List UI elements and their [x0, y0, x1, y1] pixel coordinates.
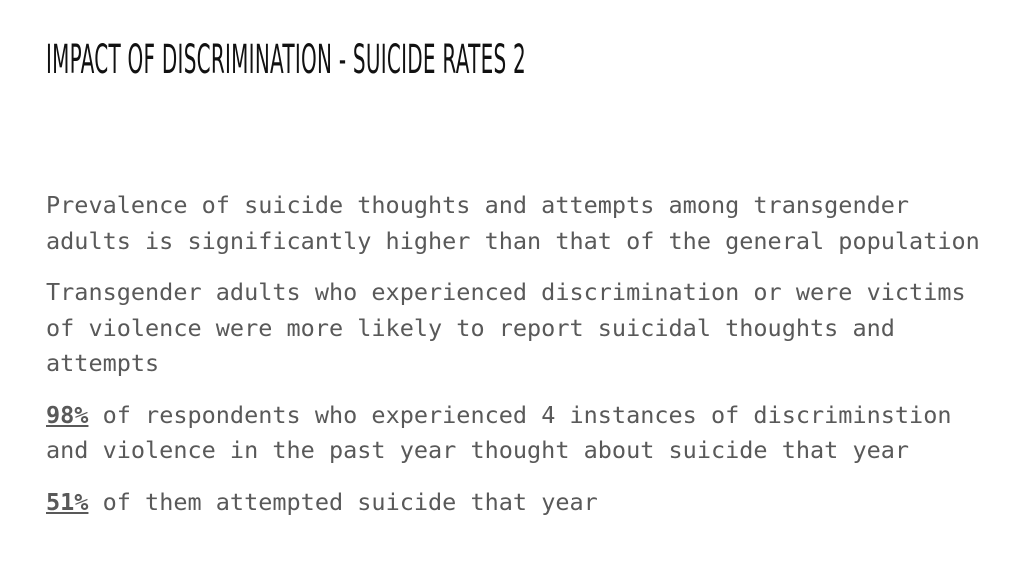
paragraph-text: Prevalence of suicide thoughts and attempts among transgender adults is significantly higher than that of the general population — [46, 191, 980, 255]
paragraph-text: of them attempted suicide that year — [88, 487, 598, 516]
slide-title: IMPACT OF DISCRIMINATION - SUICIDE RATES 2 — [46, 37, 526, 83]
stat-highlight: 98% — [46, 400, 89, 429]
slide-body — [46, 188, 996, 536]
paragraph-51-percent — [46, 485, 996, 521]
paragraph-text: Transgender adults who experienced discrimination or were victims of violence were more likely to report suicidal thoughts and attempts — [46, 278, 966, 377]
stat-highlight: 51% — [46, 487, 89, 516]
paragraph-text: of respondents who experienced 4 instances of discriminstion and violence in the past year thought about suicide that year — [46, 400, 952, 464]
paragraph-discrimination — [46, 275, 996, 382]
paragraph-prevalence — [46, 188, 996, 259]
paragraph-98-percent — [46, 398, 996, 469]
